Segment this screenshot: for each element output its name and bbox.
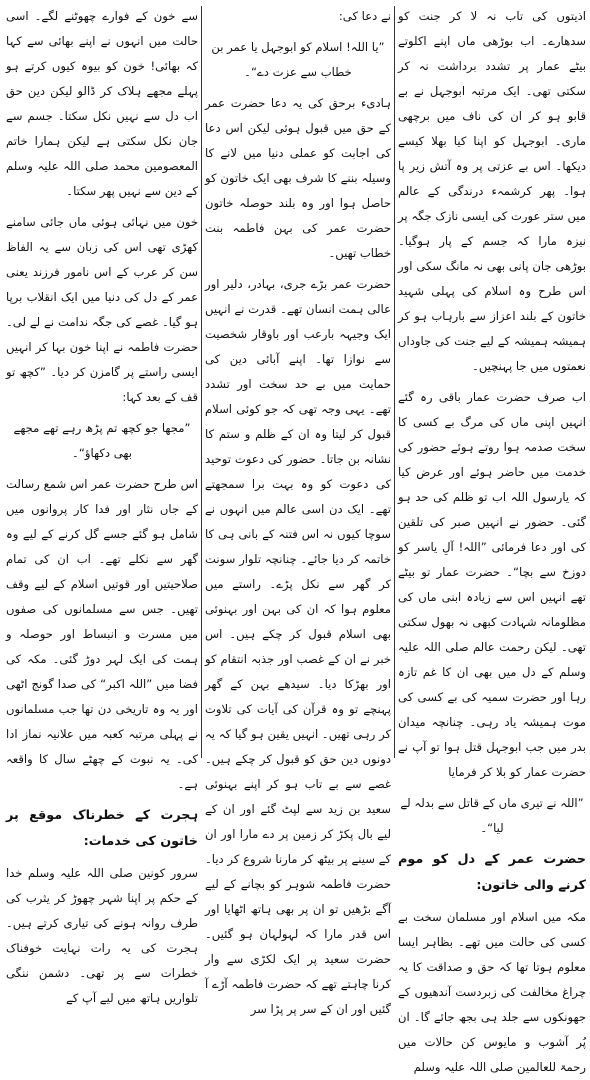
paragraph: خون میں نہائی ہوئی ماں جائی سامنے کھڑی تھی اس کی زبان سے یہ الفاظ سن کر عرب کے اس نامور فرزند یعنی عمر کے دل کی دنیا میں ایک انقلاب برپا ہو گیا۔ غصے کی جگہ ندامت نے لے لی۔ حضرت فاطمہ نے اپنا خون بہا کر انہیں ایسی راستے پر گامزن کر دیا۔ ”کچھ تو قف کے بعد کہا: bbox=[6, 215, 198, 404]
paragraph: سے خون کے فوارے چھوٹنے لگے۔ اسی حالت میں انہوں نے اپنے بھائی سے کہا کہ بھائی! خون کو بیوہ کیوں کرتے ہو پہلے مجھے ہلاک کر ڈالو لیکن دین حق اب دل سے نہیں نکل سکتا۔ جسم سے جان نکل سکتی ہے لیکن ہمارا خاتم المعصومین محمد صلی اللہ علیہ وسلم کے دین سے نہیں پھر سکتا۔ bbox=[6, 9, 198, 198]
paragraph: ہادیء برحق کی یہ دعا حضرت عمر کے حق میں قبول ہوئی لیکن اس دعا کی اجابت کو عملی دنیا میں لانے کا وسیلہ بننے کا شرف بھی ایک خاتون کو حاصل ہوا اور وہ بلند حوصلہ خاتون حضرت عمر کی بہن فاطمہ بنت خطاب تھیں۔ bbox=[205, 96, 391, 260]
column-divider bbox=[394, 6, 395, 758]
middle-column bbox=[205, 4, 391, 1016]
right-column bbox=[398, 4, 586, 1074]
paragraph: اس طرح حضرت عمر اس شمع رسالت کے جاں نثار اور فدا کار پروانوں میں شامل ہو گئے جسے گل کرنے کے لیے وہ گھر سے نکلے تھے۔ اب ان کی تمام صلاحیتیں اور قوتیں اسلام کے لیے وقف تھیں۔ جس سے مسلمانوں کی صفوں میں مسرت و انبساط اور حوصلہ و ہمت کی ایک لہر دوڑ گئی۔ مکہ کی فضا میں ”اللہ اکبر“ کی صدا گونج اٹھی اور یہ وہ تاریخی دن تھا جب مسلمانوں نے پہلی مرتبہ کعبہ میں علانیہ نماز ادا کی۔ یہ نبوت کے چھٹے سال کا واقعہ ہے۔ bbox=[6, 477, 198, 791]
paragraph: اذیتوں کی تاب نہ لا کر جنت کو سدھارے۔ اب بوڑھی ماں اپنے اکلوتے بیٹے عمار پر تشدد برداشت نہ کر سکتی تھی۔ ایک مرتبہ ابوجہل نے بے قابو ہو کر ان کی ناف میں برچھی ماری۔ ابوجہل کو اپنا کیا بھلا کیسے دیکھا۔ اس بے عزتی پر وہ آتش زیر پا ہوا۔ پھر کرشمہء درندگی کے عالم میں ستر عورت کی ایسی نازک جگہ پر نیزہ مارا کہ جسم کے پار ہوگیا۔ بوڑھی جان پانی بھی نہ مانگ سکی اور اس طرح وہ اسلام کی پہلی شہید خاتون کے بلند اعزاز سے بارہاب ہو کر ہمیشہ ہمیشہ کے لیے جنت کی جاوداں نعمتوں میں جا پہنچیں۔ bbox=[398, 9, 586, 373]
section-heading: ہجرت کے خطرناک موقع پر خاتون کی خدمات: bbox=[6, 808, 198, 849]
paragraph: نے دعا کی: bbox=[338, 9, 391, 23]
quotation: ”یا اللہ! اسلام کو ابوجہل یا عمر بن خطاب سے عزت دے“۔ bbox=[211, 40, 385, 79]
paragraph: سرور کونین صلی اللہ علیہ وسلم خدا کے حکم پر اپنا شہر چھوڑ کر یثرب کی طرف روانہ ہونے کی تیاری کرتے ہیں۔ ہجرت کی یہ رات نہایت خوفناک خطرات سے پر تھی۔ دشمن ننگی تلواریں ہاتھ میں لیے آپ کے bbox=[6, 866, 198, 1005]
paragraph: حضرت عمر بڑے جری، بہادر، دلیر اور عالی ہمت انسان تھے۔ قدرت نے انہیں ایک وجیہہ بارعب اور باوقار شخصیت سے نوازا تھا۔ اپنے آبائی دین کی حمایت میں بے حد سخت اور تشدد تھے۔ یہی وجہ تھی کہ جو کوئی اسلام قبول کر لیتا وہ ان کے ظلم و ستم کا نشانہ بن جاتا۔ حضور کی دعوت توحید کی دعوت کو وہ بہت برا سمجھتے تھے۔ ایک دن اسی عالم میں انہوں نے سوچا کیوں نہ اس فتنہ کے بانی ہی کا خاتمہ کر دیا جائے۔ چنانچہ تلوار سونت کر گھر سے نکل پڑے۔ راستے میں معلوم ہوا کہ ان کی بہن اور بہنوئی بھی اسلام قبول کر چکے ہیں۔ اس خبر نے ان کے غصب اور جذبہ انتقام کو اور بھڑکا دیا۔ سیدھے بہن کے گھر پہنچے تو وہ قرآن کی آیات کی تلاوت کر رہی تھیں۔ انہیں یقین ہو گیا کہ یہ دونوں دین حق کو قبول کر چکے ہیں۔ غصے سے بے تاب ہو کر اپنے بہنوئی سعید بن زید سے لپٹ گئے اور ان کے لیے بال پکڑ کر زمین پر دے مارا اور ان کے سینے پر بیٹھ کر مارنا شروع کر دیا۔ حضرت فاطمہ شوہر کو بچانے کے لیے آگے بڑھیں تو ان پر بھی ہاتھ اٹھایا اور اس قدر مارا کہ لہولہان ہو گئیں۔ حضرت سعید پر ایک لکڑی سے وار کرنا چاہتے تھے کہ حضرت فاطمہ آڑے آ گئیں اور ان کے سر پر پڑا سر bbox=[205, 277, 391, 1016]
column-divider bbox=[201, 6, 202, 758]
quotation: ”مجھا جو کچھ تم پڑھ رہے تھے مجھے بھی دکھاؤ“۔ bbox=[13, 421, 191, 460]
paragraph: مکہ میں اسلام اور مسلمان سخت بے کسی کی حالت میں تھے۔ بظاہر ایسا معلوم ہوتا تھا کہ حق و صداقت کا یہ چراغ مخالفت کی زبردست آندھیوں کے جھونکوں سے جلد ہی بجھ جائے گا۔ ان پُر آشوب و مایوس کن حالات میں رحمۃ للعالمین صلی اللہ علیہ وسلم bbox=[398, 910, 586, 1074]
left-column bbox=[6, 4, 198, 1005]
paragraph: اب صرف حضرت عمار باقی رہ گئے انہیں اپنی ماں کی مرگ بے کسی کا سخت صدمہ ہوا روتے ہوئے حضور کی خدمت میں حاضر ہوئے اور عرض کیا کہ یارسول اللہ اب تو ظلم کی حد ہو گئی۔ حضور نے انہیں صبر کی تلقین کی اور دعا فرمائی ”اللہ! آلِ یاسر کو دوزخ سے بچا“۔ حضرت عمار تو بیٹے تھے انہیں اس سے زیادہ ابنی ماں کی مظلومانہ شہادت کبھی نہ بھول سکتی تھی۔ لیکن رحمت عالم صلی اللہ علیہ وسلم کے دل میں بھی ان کا غم تازہ رہا اور حضرت سمیہ کی بے کسی کی موت ہمیشہ یاد رہی۔ چنانچہ میدان بدر میں جب ابوجہل قتل ہوا تو آپ نے حضرت عمار کو بلا کر فرمایا bbox=[398, 390, 586, 779]
quotation: ”اللہ نے تیری ماں کے قاتل سے بدلہ لے لیا“۔ bbox=[400, 796, 584, 835]
section-heading: حضرت عمر کے دل کو موم کرنے والی خاتون: bbox=[398, 852, 586, 893]
